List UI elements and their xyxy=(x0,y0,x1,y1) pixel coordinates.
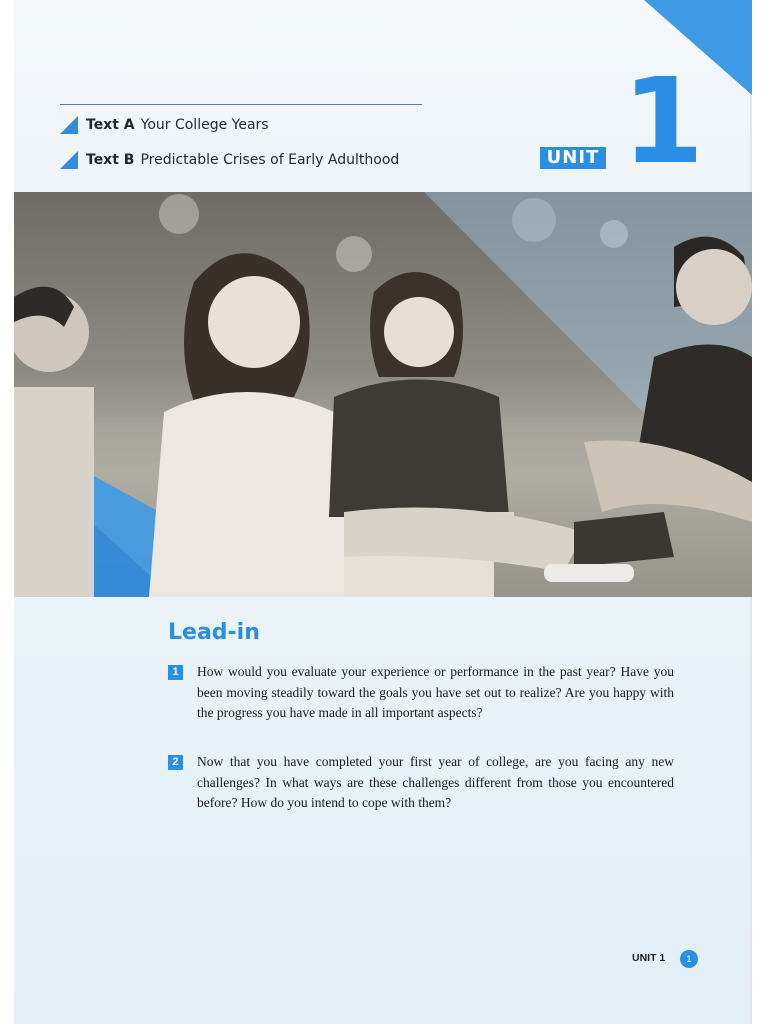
question-text: How would you evaluate your experience or performance in the past year? Have you been moving steadily toward the goals you have set out to realize? Are you happy with the progress you have made in all important aspects? xyxy=(197,664,674,720)
unit-number: 1 xyxy=(622,52,705,190)
page-number: 1 xyxy=(680,950,698,968)
contents-item-label: Text A xyxy=(86,117,135,133)
footer-unit-label: UNIT 1 xyxy=(632,952,666,964)
lead-in-heading: Lead-in xyxy=(168,620,260,645)
photo-illustration xyxy=(14,192,752,597)
triangle-bullet-icon xyxy=(60,151,78,169)
textbook-page xyxy=(14,0,752,1024)
contents-item-text-a xyxy=(60,114,269,136)
contents-item-title: Your College Years xyxy=(140,117,269,133)
question-number: 1 xyxy=(168,665,183,680)
contents-divider xyxy=(60,104,422,105)
students-sitting-photo xyxy=(14,192,752,597)
contents-item-title: Predictable Crises of Early Adulthood xyxy=(140,152,400,168)
triangle-bullet-icon xyxy=(60,116,78,134)
question-number: 2 xyxy=(168,755,183,770)
unit-badge: UNIT xyxy=(540,147,606,169)
question-text: Now that you have completed your first year of college, are you facing any new challenges? In what ways are these challenges different from those you encountered before? How do you intend to cope with them? xyxy=(197,754,674,810)
lead-in-question xyxy=(168,662,674,724)
lead-in-question xyxy=(168,752,674,814)
contents-item-label: Text B xyxy=(86,152,135,168)
contents-item-text-b xyxy=(60,149,399,171)
